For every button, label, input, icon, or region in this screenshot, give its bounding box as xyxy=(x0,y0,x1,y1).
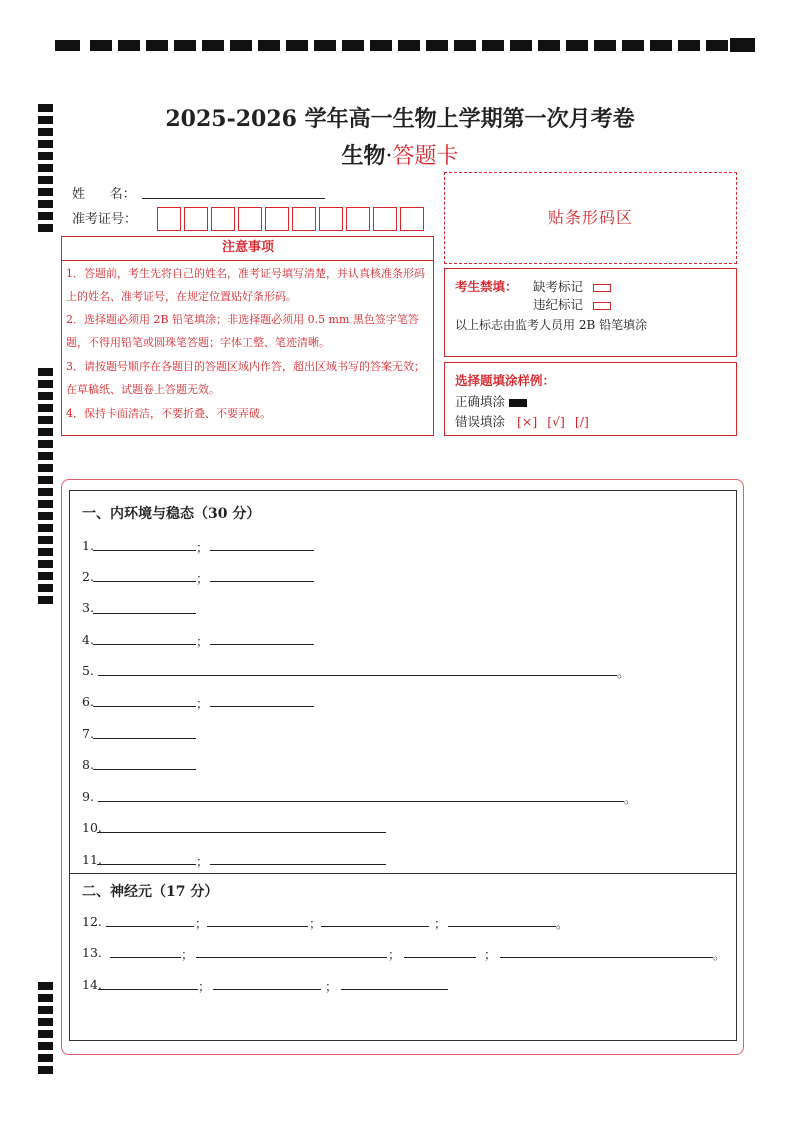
timing-mark xyxy=(38,176,53,184)
fill-example-box xyxy=(444,362,737,436)
timing-mark xyxy=(38,212,53,220)
timing-mark xyxy=(55,40,80,51)
answer-line[interactable] xyxy=(448,926,556,927)
id-digit-box[interactable] xyxy=(346,207,370,231)
timing-mark xyxy=(202,40,224,51)
period: 。 xyxy=(713,947,726,962)
answer-line[interactable] xyxy=(210,550,314,551)
timing-mark xyxy=(38,224,53,232)
answer-line[interactable] xyxy=(98,675,617,676)
name-field[interactable] xyxy=(142,198,325,199)
timing-mark xyxy=(38,512,53,520)
answer-line[interactable] xyxy=(500,957,713,958)
forbidden-note: 以上标志由监考人员用 2B 铅笔填涂 xyxy=(455,318,648,332)
timing-mark xyxy=(38,428,53,436)
question-number: 13. xyxy=(82,945,102,960)
answer-line[interactable] xyxy=(97,832,386,833)
answer-line[interactable] xyxy=(93,613,196,614)
timing-mark xyxy=(594,40,616,51)
timing-mark xyxy=(38,452,53,460)
id-digit-box[interactable] xyxy=(400,207,424,231)
timing-mark xyxy=(38,476,53,484)
violation-mark-row xyxy=(533,295,611,313)
timing-mark xyxy=(286,40,308,51)
question-number: 4. xyxy=(82,632,94,647)
timing-mark xyxy=(38,200,53,208)
semicolon: ； xyxy=(484,947,497,962)
answer-line[interactable] xyxy=(110,957,181,958)
answer-line[interactable] xyxy=(213,989,321,990)
fill-example-title: 选择题填涂样例： xyxy=(455,373,556,388)
timing-mark xyxy=(38,500,53,508)
timing-mark xyxy=(258,40,280,51)
id-digit-box[interactable] xyxy=(238,207,262,231)
timing-mark xyxy=(38,1006,53,1014)
timing-mark xyxy=(38,188,53,196)
timing-mark xyxy=(38,1030,53,1038)
period: 。 xyxy=(624,791,637,806)
absent-mark-row xyxy=(533,277,611,295)
subtitle xyxy=(0,139,800,170)
notice-item: 3．请按题号顺序在各题目的答题区域内作答，超出区域书写的答案无效；在草稿纸、试题卷上答题无效。 xyxy=(66,360,425,396)
answer-line[interactable] xyxy=(210,706,314,707)
answer-line[interactable] xyxy=(98,989,198,990)
notice-item: 4．保持卡面清洁，不要折叠、不要弄破。 xyxy=(66,407,271,420)
timing-mark xyxy=(38,560,53,568)
answer-line[interactable] xyxy=(106,926,194,927)
answer-line[interactable] xyxy=(196,957,387,958)
answer-line[interactable] xyxy=(210,864,386,865)
timing-mark xyxy=(38,1066,53,1074)
answer-line[interactable] xyxy=(404,957,476,958)
timing-mark xyxy=(370,40,392,51)
timing-mark xyxy=(38,982,53,990)
timing-mark xyxy=(38,1018,53,1026)
section2-title: 二、神经元（17 分） xyxy=(82,884,219,900)
semicolon: ； xyxy=(181,947,194,962)
id-digit-box[interactable] xyxy=(157,207,181,231)
question-number: 10. xyxy=(82,820,102,835)
answer-line[interactable] xyxy=(93,769,196,770)
timing-mark xyxy=(38,536,53,544)
timing-mark xyxy=(38,1042,53,1050)
semicolon: ； xyxy=(195,916,208,931)
answer-card-label: 答题卡 xyxy=(392,144,459,169)
answer-line[interactable] xyxy=(93,644,196,645)
violation-mark-box[interactable] xyxy=(593,302,611,310)
answer-line[interactable] xyxy=(93,550,196,551)
timing-mark xyxy=(38,1054,53,1062)
semicolon: ； xyxy=(196,571,209,586)
subtitle-dot: · xyxy=(385,144,393,169)
notice-title: 注意事项 xyxy=(62,236,434,261)
semicolon: ； xyxy=(325,979,338,994)
barcode-label: 贴条形码区 xyxy=(547,208,633,227)
barcode-area xyxy=(444,172,737,264)
question-number: 3. xyxy=(82,600,94,615)
exam-title: 2025-2026 学年高一生物上学期第一次月考卷 xyxy=(165,106,635,132)
timing-mark xyxy=(622,40,644,51)
timing-mark xyxy=(38,368,53,376)
name-label: 姓 名： xyxy=(72,187,136,202)
timing-mark xyxy=(38,572,53,580)
timing-mark xyxy=(38,380,53,388)
id-digit-box[interactable] xyxy=(319,207,343,231)
timing-mark xyxy=(38,584,53,592)
question-number: 7. xyxy=(82,726,94,741)
timing-mark xyxy=(174,40,196,51)
semicolon: ； xyxy=(196,634,209,649)
question-number: 9. xyxy=(82,789,94,804)
semicolon: ； xyxy=(434,916,447,931)
question-number: 12. xyxy=(82,914,102,929)
answer-line[interactable] xyxy=(97,864,196,865)
id-digit-box[interactable] xyxy=(292,207,316,231)
correct-fill-row xyxy=(455,392,527,410)
answer-line[interactable] xyxy=(207,926,308,927)
timing-mark xyxy=(398,40,420,51)
wrong-fill-label: 错误填涂 xyxy=(455,414,506,429)
answer-line[interactable] xyxy=(341,989,448,990)
timing-mark xyxy=(678,40,700,51)
timing-mark xyxy=(38,416,53,424)
timing-mark xyxy=(38,524,53,532)
timing-mark xyxy=(146,40,168,51)
semicolon: ； xyxy=(388,947,401,962)
semicolon: ； xyxy=(196,696,209,711)
wrong-mark-check: [√] xyxy=(547,414,565,429)
question-number: 11. xyxy=(82,852,102,867)
timing-mark xyxy=(706,40,728,51)
correct-fill-sample xyxy=(509,399,527,407)
timing-mark xyxy=(510,40,532,51)
period: 。 xyxy=(556,916,569,931)
wrong-fill-row xyxy=(455,412,589,430)
timing-mark xyxy=(314,40,336,51)
notice-item: 2．选择题必须用 2B 铅笔填涂；非选择题必须用 0.5 mm 黑色签字笔答题，不得用铅笔或圆珠笔答题；字体工整、笔迹清晰。 xyxy=(66,313,419,349)
section1-box xyxy=(69,490,737,874)
notice-item: 1．答题前，考生先将自己的姓名，准考证号填写清楚，并认真核准条形码上的姓名、准考证号，在规定位置贴好条形码。 xyxy=(66,267,425,303)
timing-mark xyxy=(90,40,112,51)
timing-mark xyxy=(538,40,560,51)
exam-id-label: 准考证号： xyxy=(72,212,138,227)
wrong-mark-slash: [/] xyxy=(574,414,589,429)
timing-mark xyxy=(650,40,672,51)
question-number: 14. xyxy=(82,977,102,992)
timing-mark xyxy=(38,392,53,400)
answer-line[interactable] xyxy=(321,926,429,927)
answer-line[interactable] xyxy=(210,581,314,582)
id-digit-box[interactable] xyxy=(211,207,235,231)
forbidden-title: 考生禁填： xyxy=(455,279,518,294)
wrong-mark-cross: [×] xyxy=(517,414,538,429)
question-number: 6. xyxy=(82,694,94,709)
timing-mark xyxy=(38,994,53,1002)
question-number: 1. xyxy=(82,538,94,553)
answer-line[interactable] xyxy=(98,801,624,802)
timing-mark xyxy=(482,40,504,51)
timing-mark xyxy=(730,38,755,52)
id-digit-box[interactable] xyxy=(265,207,289,231)
absent-mark-label: 缺考标记 xyxy=(533,279,584,294)
period: 。 xyxy=(617,665,630,680)
subject-label: 生物 xyxy=(341,143,386,169)
answer-line[interactable] xyxy=(93,706,196,707)
semicolon: ； xyxy=(309,916,322,931)
section1-title: 一、内环境与稳态（30 分） xyxy=(82,506,261,522)
timing-mark xyxy=(230,40,252,51)
timing-mark xyxy=(38,464,53,472)
absent-mark-box[interactable] xyxy=(593,284,611,292)
semicolon: ； xyxy=(196,540,209,555)
answer-line[interactable] xyxy=(210,644,314,645)
timing-mark xyxy=(38,596,53,604)
semicolon: ； xyxy=(198,979,211,994)
answer-line[interactable] xyxy=(93,738,196,739)
timing-mark xyxy=(426,40,448,51)
id-digit-box[interactable] xyxy=(184,207,208,231)
semicolon: ； xyxy=(196,854,209,869)
question-number: 8. xyxy=(82,757,94,772)
timing-mark xyxy=(454,40,476,51)
correct-fill-label: 正确填涂 xyxy=(455,394,506,409)
question-number: 2. xyxy=(82,569,94,584)
timing-mark xyxy=(118,40,140,51)
timing-mark xyxy=(566,40,588,51)
timing-mark xyxy=(342,40,364,51)
timing-mark xyxy=(38,488,53,496)
id-digit-box[interactable] xyxy=(373,207,397,231)
forbidden-box xyxy=(444,268,737,357)
answer-line[interactable] xyxy=(93,581,196,582)
timing-mark xyxy=(38,548,53,556)
timing-mark xyxy=(38,440,53,448)
violation-mark-label: 违纪标记 xyxy=(533,297,584,312)
timing-mark xyxy=(38,404,53,412)
question-number: 5. xyxy=(82,663,94,678)
